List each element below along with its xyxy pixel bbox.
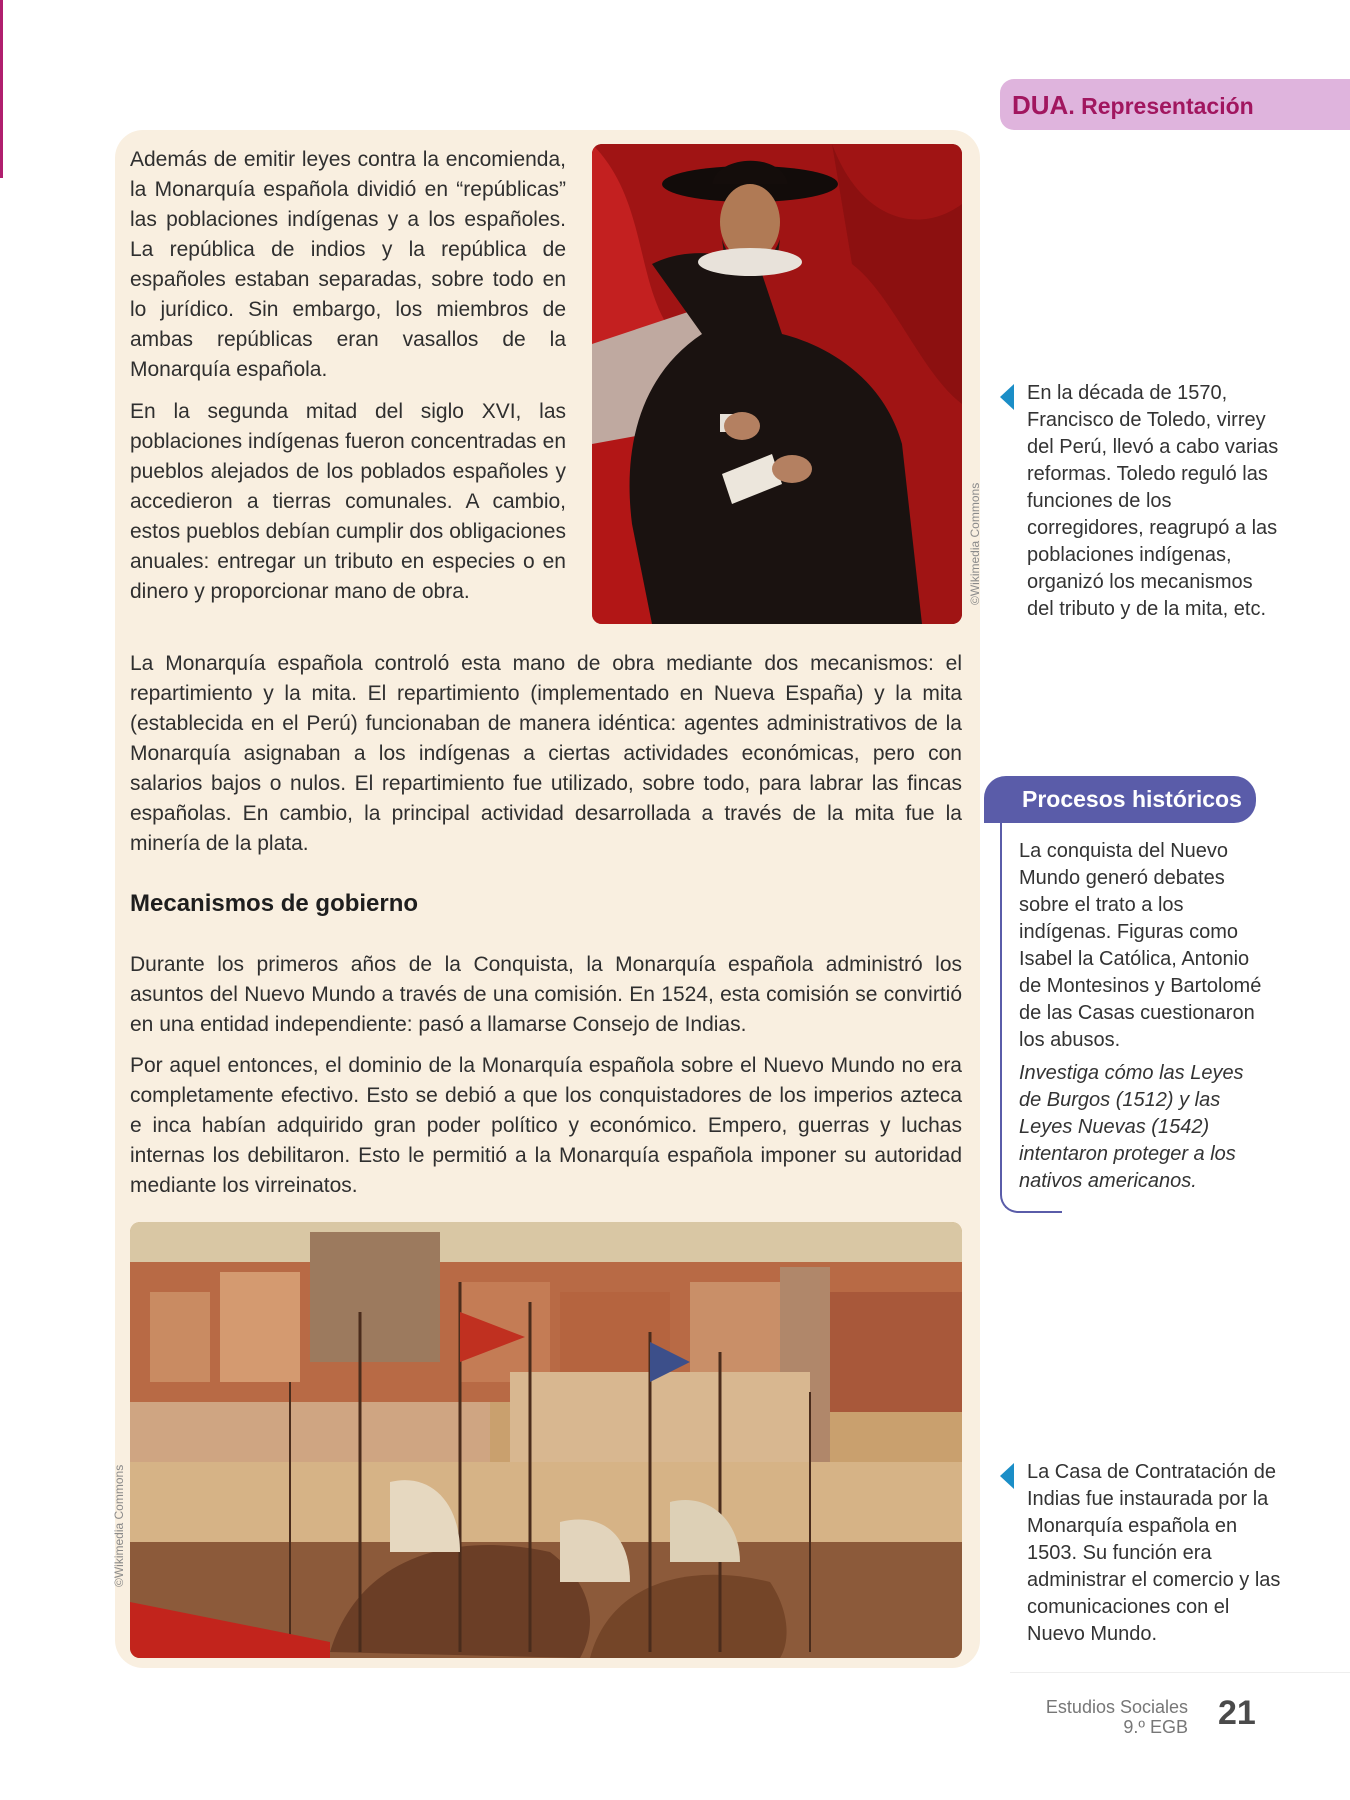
section-heading: Mecanismos de gobierno [130,890,419,917]
page-number: 21 [1218,1694,1256,1732]
footer-subject: Estudios Sociales [1045,1697,1188,1717]
side-note-toledo: En la década de 1570, Francisco de Toledo, virrey del Perú, llevó a cabo varias reformas. Toledo reguló las funciones de los corregidores, reagrupó a las poblaciones indígenas, organizó los mecanismos del tributo y de la mita, etc. [1027,382,1279,620]
footer-grade: 9.º EGB [1123,1717,1188,1737]
harbor-illustration [130,1222,962,1658]
dua-prefix: DUA [1012,90,1069,120]
paragraph-virreinatos: Por aquel entonces, el dominio de la Monarquía española sobre el Nuevo Mundo no era completamente efectivo. Esto se debió a que los conquistadores de los imperios azteca e inca habían adquirido gran poder político y económico. Empero, guerras y luchas internas los debilitaron. Esto le permitió a la Monarquía española imponer su autoridad mediante los virreinatos. [130,1054,962,1197]
paragraph-republicas: Además de emitir leyes contra la encomienda, la Monarquía española dividió en “repúblicas” las poblaciones indígenas y a los españoles. La república de indios y la república de españoles estaban separadas, sobre todo en lo jurídico. Sin embargo, los miembros de ambas repúblicas eran vasallos de la Monarquía española. [130,148,566,381]
dua-suffix: . Representación [1068,93,1254,119]
note-arrow-icon [1000,1463,1014,1489]
procesos-historicos-tab: Procesos históricos [984,776,1256,823]
harbor-credit: ©Wikimedia Commons [112,1464,126,1587]
portrait-francisco-de-toledo [592,144,962,624]
portrait-credit: ©Wikimedia Commons [968,482,982,605]
portrait-painting [592,144,962,624]
procesos-text: La conquista del Nuevo Mundo generó debates sobre el trato a los indígenas. Figuras como Isabel la Católica, Antonio de Montesinos y Bartolomé de las Casas cuestionaron los abusos. [1019,840,1262,1051]
left-margin-accent [0,0,3,178]
paragraph-repartimiento-mita: La Monarquía española controló esta mano de obra mediante dos mecanismos: el repartimiento y la mita. El repartimiento (implementado en Nueva España) y la mita (establecida en el Perú) funcionaban de manera idéntica: agentes administrativos de la Monarquía asignaban a los indígenas a ciertas actividades económicas, pero con salarios bajos o nulos. El repartimiento fue utilizado, sobre todo, para labrar las fincas españolas. En cambio, la principal actividad desarrollada a través de la mita fue la minería de la plata. [130,652,962,855]
dua-banner [1000,79,1350,130]
paragraph-reducciones: En la segunda mitad del siglo XVI, las poblaciones indígenas fueron concentradas en pueblos alejados de los poblados españoles y accedieron a tierras comunales. A cambio, estos pueblos debían cumplir dos obligaciones anuales: entregar un tributo en especies o en dinero y proporcionar mano de obra. [130,400,566,603]
footer-divider [1010,1672,1350,1673]
side-note-casa-contratacion: La Casa de Contratación de Indias fue instaurada por la Monarquía española en 1503. Su función era administrar el comercio y las comunicaciones con el Nuevo Mundo. [1027,1461,1281,1645]
procesos-question: Investiga cómo las Leyes de Burgos (1512) y las Leyes Nuevas (1542) intentaron proteger a los nativos americanos. [1019,1062,1244,1192]
harbor-painting [130,1222,962,1658]
note-arrow-icon [1000,384,1014,410]
paragraph-consejo-indias: Durante los primeros años de la Conquista, la Monarquía española administró los asuntos del Nuevo Mundo a través de una comisión. En 1524, esta comisión se convirtió en una entidad independiente: pasó a llamarse Consejo de Indias. [130,953,962,1036]
procesos-historicos-box [1019,838,1269,1195]
